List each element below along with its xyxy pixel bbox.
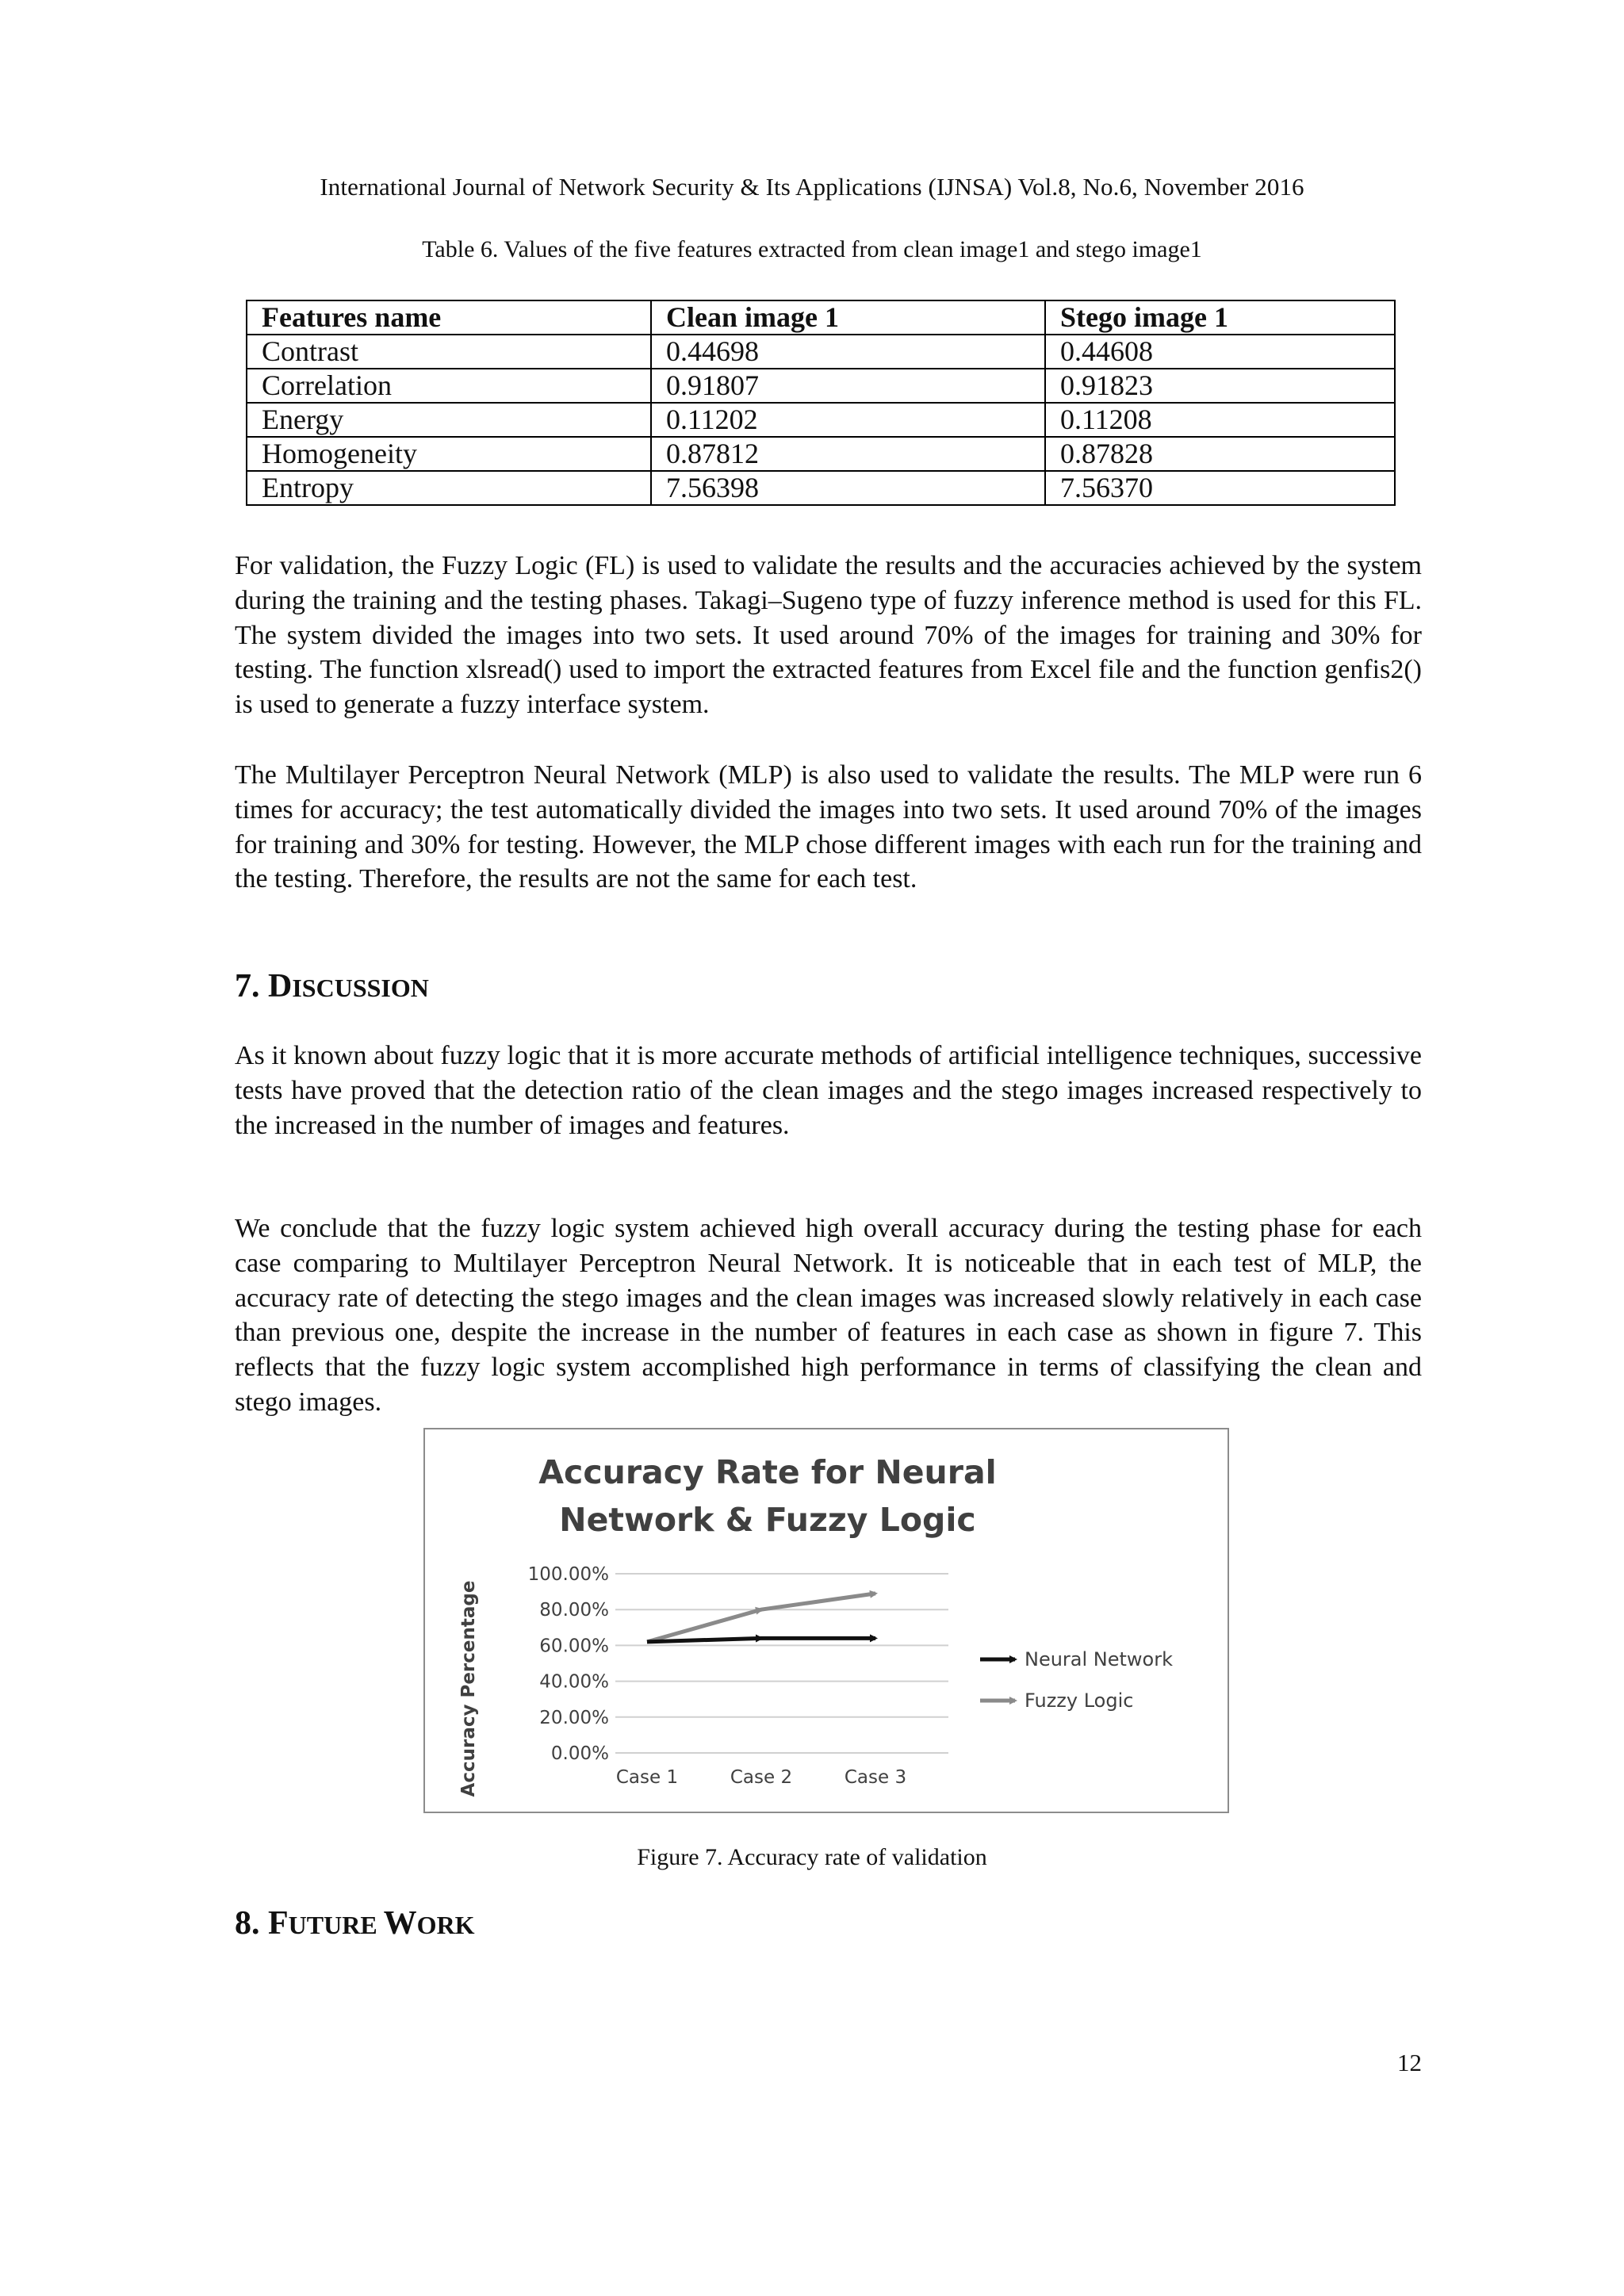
section-initial: F [268,1905,289,1942]
table-row [247,403,1395,437]
y-axis-label: Accuracy Percentage [458,1580,479,1797]
x-tick-label: Case 2 [730,1767,793,1788]
section-number: 7. [235,968,268,1004]
section-title-rest: UTURE [288,1911,384,1939]
y-tick-label: 100.00% [527,1564,609,1585]
legend-label: Fuzzy Logic [1025,1689,1134,1712]
y-tick-label: 0.00% [550,1743,609,1764]
paragraph-fuzzy-validation: For validation, the Fuzzy Logic (FL) is used to validate the results and the accuracies achieved by the system during the training and the testing phases. Takagi–Sugeno type of fuzzy inference method is used for this FL. The system divided the images into two sets. It used around 70% of the images for training and 30% for testing. The function xlsread() used to import the extracted features from Excel file and the function genfis2() is used to generate a fuzzy interface system. [235,551,1422,720]
x-tick-labels [616,1767,906,1788]
running-header: International Journal of Network Security & Its Applications (IJNSA) Vol.8, No.6, November 2016 [320,173,1304,201]
table-row [247,437,1395,471]
section-initial: W [383,1905,417,1942]
feature-name-cell: Contrast [247,335,651,369]
table-row [247,369,1395,403]
section-number: 8. [235,1905,268,1942]
clean-value-cell: 7.56398 [651,471,1045,505]
y-tick-labels [528,1564,609,1764]
stego-value-cell: 0.91823 [1045,369,1395,403]
x-tick-label: Case 1 [615,1767,679,1788]
section-title-rest: ISCUSSION [292,974,429,1002]
series-line-neural-network [647,1638,875,1642]
chart-legend [980,1648,1173,1712]
figure-caption: Figure 7. Accuracy rate of validation [637,1844,987,1870]
table-row [247,335,1395,369]
stego-value-cell: 0.11208 [1045,403,1395,437]
section-title-rest: ORK [416,1911,475,1939]
gridlines [615,1574,948,1753]
accuracy-line-chart [425,1429,1228,1812]
table-caption: Table 6. Values of the five features extracted from clean image1 and stego image1 [422,236,1202,262]
clean-value-cell: 0.87812 [651,437,1045,471]
x-tick-label: Case 3 [844,1767,907,1788]
figure-7-chart [423,1428,1229,1813]
stego-value-cell: 0.87828 [1045,437,1395,471]
section-heading-discussion [235,967,429,1005]
series-line-fuzzy-logic [647,1594,875,1642]
stego-value-cell: 0.44608 [1045,335,1395,369]
header-clean-image: Clean image 1 [651,300,1045,335]
paragraph-discussion-2: We conclude that the fuzzy logic system achieved high overall accuracy during the testing phase for each case comparing to Multilayer Perceptron Neural Network. It is noticeable that in each test of MLP, the accuracy rate of detecting the stego images and the clean images was increased slowly relatively in each case than previous one, despite the increase in the number of features in each case as shown in figure 7. This reflects that the fuzzy logic system accomplished high performance in terms of classifying the clean and stego images. [235,1214,1422,1417]
section-initial: D [268,968,293,1004]
chart-series [647,1594,875,1642]
feature-name-cell: Entropy [247,471,651,505]
y-tick-label: 20.00% [539,1707,609,1728]
clean-value-cell: 0.91807 [651,369,1045,403]
y-tick-label: 40.00% [539,1671,609,1693]
stego-value-cell: 7.56370 [1045,471,1395,505]
clean-value-cell: 0.11202 [651,403,1045,437]
feature-name-cell: Homogeneity [247,437,651,471]
legend-label: Neural Network [1025,1648,1174,1670]
paragraph-mlp-validation: The Multilayer Perceptron Neural Network (MLP) is also used to validate the results. The MLP were run 6 times for accuracy; the test automatically divided the images into two sets. It used around 70% of the images for training and 30% for testing. However, the MLP chose different images with each run for the training and the testing. Therefore, the results are not the same for each test. [235,760,1422,894]
feature-name-cell: Correlation [247,369,651,403]
page-number: 12 [1397,2049,1422,2076]
chart-title-line-2: Network & Fuzzy Logic [559,1501,976,1539]
section-heading-future-work [235,1904,475,1942]
header-features-name: Features name [247,300,651,335]
features-table [246,300,1396,506]
paragraph-discussion-1: As it known about fuzzy logic that it is more accurate methods of artificial intelligence techniques, successive tests have proved that the detection ratio of the clean images and the stego images increased respectively to the increased in the number of images and features. [235,1041,1422,1140]
clean-value-cell: 0.44698 [651,335,1045,369]
chart-title-line-1: Accuracy Rate for Neural [538,1453,997,1491]
feature-name-cell: Energy [247,403,651,437]
table-row [247,471,1395,505]
header-stego-image: Stego image 1 [1045,300,1395,335]
y-tick-label: 60.00% [539,1636,609,1657]
y-tick-label: 80.00% [539,1600,609,1621]
table-header-row [247,300,1395,335]
